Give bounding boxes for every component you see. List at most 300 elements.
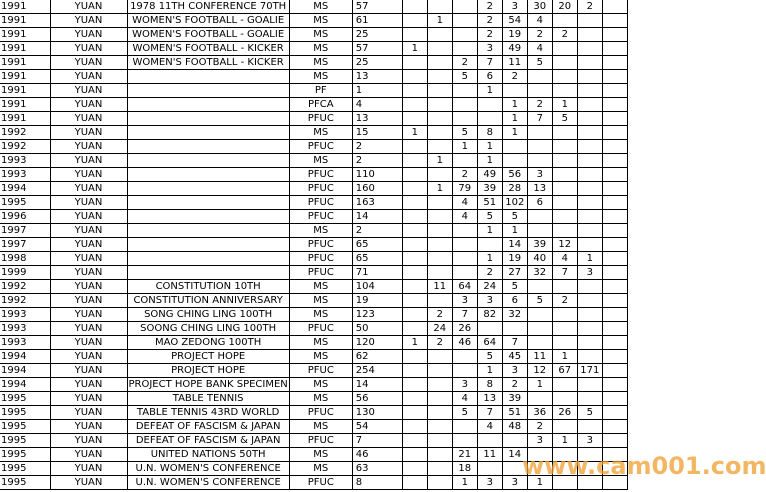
cell-v6[interactable]: 5: [527, 56, 552, 70]
cell-v1[interactable]: [402, 364, 427, 378]
cell-v9[interactable]: [602, 196, 627, 210]
cell-year[interactable]: 1994: [0, 350, 50, 364]
cell-v3[interactable]: [452, 42, 477, 56]
cell-v3[interactable]: 26: [452, 322, 477, 336]
cell-v4[interactable]: 8: [477, 126, 502, 140]
cell-v4[interactable]: [477, 322, 502, 336]
cell-v4[interactable]: [477, 462, 502, 476]
cell-type[interactable]: PFUC: [289, 406, 352, 420]
cell-title[interactable]: [127, 112, 289, 126]
cell-v1[interactable]: [402, 252, 427, 266]
cell-title[interactable]: SOONG CHING LING 100TH: [127, 322, 289, 336]
cell-v8[interactable]: 3: [577, 266, 602, 280]
cell-v1[interactable]: [402, 378, 427, 392]
cell-v5[interactable]: [502, 84, 527, 98]
cell-v6[interactable]: 11: [527, 350, 552, 364]
table-row[interactable]: [0, 42, 627, 56]
cell-v1[interactable]: [402, 182, 427, 196]
cell-v3[interactable]: 46: [452, 336, 477, 350]
cell-v3[interactable]: [452, 28, 477, 42]
cell-quantity[interactable]: 2: [352, 140, 402, 154]
cell-currency[interactable]: YUAN: [50, 406, 127, 420]
cell-quantity[interactable]: 50: [352, 322, 402, 336]
cell-v1[interactable]: [402, 28, 427, 42]
cell-currency[interactable]: YUAN: [50, 70, 127, 84]
cell-quantity[interactable]: 71: [352, 266, 402, 280]
cell-type[interactable]: PFUC: [289, 238, 352, 252]
cell-type[interactable]: MS: [289, 280, 352, 294]
cell-currency[interactable]: YUAN: [50, 238, 127, 252]
cell-year[interactable]: 1991: [0, 56, 50, 70]
cell-quantity[interactable]: 15: [352, 126, 402, 140]
cell-v9[interactable]: [602, 378, 627, 392]
cell-quantity[interactable]: 1: [352, 84, 402, 98]
cell-year[interactable]: 1993: [0, 154, 50, 168]
cell-type[interactable]: MS: [289, 42, 352, 56]
table-row[interactable]: [0, 364, 627, 378]
cell-v9[interactable]: [602, 140, 627, 154]
cell-currency[interactable]: YUAN: [50, 350, 127, 364]
table-row[interactable]: [0, 28, 627, 42]
table-row[interactable]: [0, 420, 627, 434]
cell-quantity[interactable]: 120: [352, 336, 402, 350]
cell-v4[interactable]: [477, 238, 502, 252]
cell-v3[interactable]: 18: [452, 462, 477, 476]
cell-v8[interactable]: [577, 140, 602, 154]
cell-v4[interactable]: 1: [477, 154, 502, 168]
cell-type[interactable]: PFUC: [289, 182, 352, 196]
cell-v7[interactable]: 26: [552, 406, 577, 420]
cell-v6[interactable]: [527, 154, 552, 168]
cell-type[interactable]: MS: [289, 378, 352, 392]
cell-v2[interactable]: [427, 0, 452, 14]
cell-currency[interactable]: YUAN: [50, 322, 127, 336]
cell-v4[interactable]: 7: [477, 406, 502, 420]
cell-v4[interactable]: [477, 112, 502, 126]
cell-v6[interactable]: [527, 392, 552, 406]
cell-v1[interactable]: [402, 154, 427, 168]
cell-v5[interactable]: 2: [502, 70, 527, 84]
cell-type[interactable]: PFUC: [289, 476, 352, 490]
cell-v6[interactable]: 6: [527, 196, 552, 210]
cell-v4[interactable]: 1: [477, 252, 502, 266]
cell-type[interactable]: PFUC: [289, 252, 352, 266]
cell-title[interactable]: [127, 98, 289, 112]
cell-v2[interactable]: [427, 266, 452, 280]
cell-year[interactable]: 1994: [0, 364, 50, 378]
cell-v7[interactable]: 2: [552, 28, 577, 42]
cell-v1[interactable]: [402, 406, 427, 420]
cell-v9[interactable]: [602, 364, 627, 378]
cell-v8[interactable]: [577, 280, 602, 294]
cell-v2[interactable]: [427, 294, 452, 308]
cell-v2[interactable]: [427, 140, 452, 154]
cell-year[interactable]: 1991: [0, 42, 50, 56]
cell-v2[interactable]: [427, 168, 452, 182]
cell-v6[interactable]: [527, 280, 552, 294]
cell-title[interactable]: DEFEAT OF FASCISM & JAPAN: [127, 434, 289, 448]
cell-v1[interactable]: [402, 350, 427, 364]
cell-v4[interactable]: 1: [477, 140, 502, 154]
cell-type[interactable]: PFUC: [289, 434, 352, 448]
cell-type[interactable]: PFUC: [289, 140, 352, 154]
cell-v4[interactable]: 3: [477, 294, 502, 308]
cell-year[interactable]: 1992: [0, 294, 50, 308]
cell-v7[interactable]: [552, 336, 577, 350]
cell-v7[interactable]: [552, 378, 577, 392]
cell-year[interactable]: 1992: [0, 140, 50, 154]
cell-year[interactable]: 1994: [0, 378, 50, 392]
cell-v1[interactable]: [402, 140, 427, 154]
cell-v2[interactable]: 2: [427, 336, 452, 350]
cell-v9[interactable]: [602, 28, 627, 42]
cell-v5[interactable]: 56: [502, 168, 527, 182]
cell-v7[interactable]: 67: [552, 364, 577, 378]
cell-type[interactable]: MS: [289, 308, 352, 322]
cell-v3[interactable]: [452, 112, 477, 126]
cell-v4[interactable]: 3: [477, 42, 502, 56]
cell-v3[interactable]: 4: [452, 392, 477, 406]
cell-v3[interactable]: 7: [452, 308, 477, 322]
cell-title[interactable]: [127, 70, 289, 84]
cell-v1[interactable]: [402, 14, 427, 28]
cell-v1[interactable]: [402, 266, 427, 280]
cell-v2[interactable]: [427, 210, 452, 224]
cell-year[interactable]: 1991: [0, 0, 50, 14]
cell-v3[interactable]: [452, 364, 477, 378]
cell-type[interactable]: PFUC: [289, 112, 352, 126]
table-row[interactable]: [0, 350, 627, 364]
cell-v6[interactable]: [527, 224, 552, 238]
cell-v9[interactable]: [602, 280, 627, 294]
cell-v7[interactable]: [552, 224, 577, 238]
cell-currency[interactable]: YUAN: [50, 434, 127, 448]
table-row[interactable]: [0, 280, 627, 294]
cell-v9[interactable]: [602, 322, 627, 336]
cell-v3[interactable]: [452, 420, 477, 434]
cell-v8[interactable]: 3: [577, 434, 602, 448]
cell-v6[interactable]: 3: [527, 168, 552, 182]
cell-quantity[interactable]: 19: [352, 294, 402, 308]
cell-v3[interactable]: [452, 154, 477, 168]
cell-v7[interactable]: 1: [552, 350, 577, 364]
cell-v3[interactable]: 5: [452, 126, 477, 140]
cell-title[interactable]: [127, 154, 289, 168]
cell-v3[interactable]: [452, 14, 477, 28]
cell-quantity[interactable]: 57: [352, 42, 402, 56]
cell-v8[interactable]: [577, 420, 602, 434]
cell-v9[interactable]: [602, 42, 627, 56]
cell-v1[interactable]: [402, 0, 427, 14]
cell-v3[interactable]: 3: [452, 294, 477, 308]
cell-v4[interactable]: 2: [477, 266, 502, 280]
cell-currency[interactable]: YUAN: [50, 14, 127, 28]
cell-v6[interactable]: 1: [527, 476, 552, 490]
cell-v4[interactable]: 24: [477, 280, 502, 294]
table-row[interactable]: [0, 434, 627, 448]
cell-v7[interactable]: [552, 420, 577, 434]
table-row[interactable]: [0, 14, 627, 28]
cell-v8[interactable]: [577, 182, 602, 196]
cell-v2[interactable]: [427, 364, 452, 378]
cell-currency[interactable]: YUAN: [50, 336, 127, 350]
cell-v2[interactable]: [427, 434, 452, 448]
cell-quantity[interactable]: 2: [352, 154, 402, 168]
cell-type[interactable]: MS: [289, 336, 352, 350]
cell-v8[interactable]: 1: [577, 252, 602, 266]
cell-year[interactable]: 1993: [0, 308, 50, 322]
cell-v4[interactable]: 11: [477, 448, 502, 462]
cell-v7[interactable]: [552, 182, 577, 196]
cell-currency[interactable]: YUAN: [50, 84, 127, 98]
table-row[interactable]: [0, 70, 627, 84]
cell-v9[interactable]: [602, 294, 627, 308]
cell-v5[interactable]: 1: [502, 98, 527, 112]
cell-v9[interactable]: [602, 406, 627, 420]
cell-v4[interactable]: 8: [477, 378, 502, 392]
table-row[interactable]: [0, 154, 627, 168]
cell-v8[interactable]: [577, 294, 602, 308]
cell-title[interactable]: U.N. WOMEN'S CONFERENCE: [127, 476, 289, 490]
cell-v5[interactable]: 54: [502, 14, 527, 28]
cell-year[interactable]: 1991: [0, 28, 50, 42]
cell-v3[interactable]: [452, 238, 477, 252]
cell-title[interactable]: [127, 238, 289, 252]
cell-v1[interactable]: [402, 224, 427, 238]
cell-v9[interactable]: [602, 112, 627, 126]
cell-v2[interactable]: [427, 84, 452, 98]
cell-currency[interactable]: YUAN: [50, 196, 127, 210]
cell-v6[interactable]: 7: [527, 112, 552, 126]
table-row[interactable]: [0, 210, 627, 224]
cell-v8[interactable]: [577, 378, 602, 392]
cell-type[interactable]: PFUC: [289, 210, 352, 224]
cell-currency[interactable]: YUAN: [50, 378, 127, 392]
cell-year[interactable]: 1993: [0, 322, 50, 336]
cell-v9[interactable]: [602, 98, 627, 112]
cell-type[interactable]: MS: [289, 294, 352, 308]
cell-year[interactable]: 1995: [0, 434, 50, 448]
cell-quantity[interactable]: 2: [352, 224, 402, 238]
cell-v1[interactable]: [402, 112, 427, 126]
cell-quantity[interactable]: 7: [352, 434, 402, 448]
cell-v6[interactable]: 2: [527, 420, 552, 434]
table-row[interactable]: [0, 112, 627, 126]
cell-title[interactable]: [127, 182, 289, 196]
cell-year[interactable]: 1992: [0, 280, 50, 294]
cell-v6[interactable]: 40: [527, 252, 552, 266]
cell-v6[interactable]: 3: [527, 434, 552, 448]
cell-v5[interactable]: 19: [502, 28, 527, 42]
cell-v1[interactable]: [402, 84, 427, 98]
cell-v1[interactable]: 1: [402, 126, 427, 140]
cell-v5[interactable]: 39: [502, 392, 527, 406]
cell-v9[interactable]: [602, 0, 627, 14]
cell-v6[interactable]: 13: [527, 182, 552, 196]
cell-title[interactable]: [127, 210, 289, 224]
cell-v8[interactable]: [577, 28, 602, 42]
cell-currency[interactable]: YUAN: [50, 224, 127, 238]
cell-v9[interactable]: [602, 70, 627, 84]
cell-v4[interactable]: 6: [477, 70, 502, 84]
cell-quantity[interactable]: 160: [352, 182, 402, 196]
cell-currency[interactable]: YUAN: [50, 140, 127, 154]
table-row[interactable]: [0, 406, 627, 420]
cell-quantity[interactable]: 62: [352, 350, 402, 364]
cell-v8[interactable]: [577, 14, 602, 28]
cell-title[interactable]: [127, 140, 289, 154]
cell-type[interactable]: MS: [289, 70, 352, 84]
cell-v2[interactable]: 1: [427, 154, 452, 168]
cell-v1[interactable]: [402, 168, 427, 182]
cell-v7[interactable]: [552, 126, 577, 140]
cell-v3[interactable]: [452, 350, 477, 364]
cell-v6[interactable]: [527, 126, 552, 140]
cell-v9[interactable]: [602, 56, 627, 70]
table-row[interactable]: [0, 238, 627, 252]
cell-v8[interactable]: [577, 224, 602, 238]
cell-quantity[interactable]: 130: [352, 406, 402, 420]
cell-quantity[interactable]: 104: [352, 280, 402, 294]
cell-v8[interactable]: [577, 56, 602, 70]
cell-type[interactable]: MS: [289, 14, 352, 28]
cell-v5[interactable]: 11: [502, 56, 527, 70]
cell-currency[interactable]: YUAN: [50, 112, 127, 126]
cell-v5[interactable]: 32: [502, 308, 527, 322]
cell-v5[interactable]: 1: [502, 224, 527, 238]
cell-v8[interactable]: [577, 238, 602, 252]
cell-v3[interactable]: 2: [452, 168, 477, 182]
cell-v5[interactable]: 51: [502, 406, 527, 420]
cell-v5[interactable]: 2: [502, 378, 527, 392]
cell-quantity[interactable]: 254: [352, 364, 402, 378]
cell-quantity[interactable]: 8: [352, 476, 402, 490]
cell-type[interactable]: PFUC: [289, 196, 352, 210]
cell-v7[interactable]: [552, 14, 577, 28]
cell-v7[interactable]: 20: [552, 0, 577, 14]
cell-v6[interactable]: 36: [527, 406, 552, 420]
cell-v7[interactable]: [552, 84, 577, 98]
cell-v5[interactable]: 1: [502, 112, 527, 126]
cell-v4[interactable]: 1: [477, 84, 502, 98]
cell-v2[interactable]: 24: [427, 322, 452, 336]
cell-currency[interactable]: YUAN: [50, 126, 127, 140]
cell-v2[interactable]: [427, 252, 452, 266]
cell-v1[interactable]: [402, 448, 427, 462]
cell-v5[interactable]: 3: [502, 364, 527, 378]
cell-v7[interactable]: 7: [552, 266, 577, 280]
cell-quantity[interactable]: 54: [352, 420, 402, 434]
cell-title[interactable]: UNITED NATIONS 50TH: [127, 448, 289, 462]
cell-v5[interactable]: [502, 322, 527, 336]
cell-v6[interactable]: 39: [527, 238, 552, 252]
cell-title[interactable]: PROJECT HOPE BANK SPECIMEN: [128, 379, 288, 390]
table-row[interactable]: [0, 126, 627, 140]
table-row[interactable]: [0, 98, 627, 112]
cell-year[interactable]: 1999: [0, 266, 50, 280]
cell-currency[interactable]: YUAN: [50, 448, 127, 462]
cell-v1[interactable]: [402, 280, 427, 294]
cell-title[interactable]: MAO ZEDONG 100TH: [127, 336, 289, 350]
table-row[interactable]: [0, 168, 627, 182]
cell-v1[interactable]: [402, 238, 427, 252]
cell-v7[interactable]: 1: [552, 98, 577, 112]
cell-v2[interactable]: [427, 28, 452, 42]
cell-v3[interactable]: 79: [452, 182, 477, 196]
cell-quantity[interactable]: 14: [352, 210, 402, 224]
cell-v3[interactable]: [452, 252, 477, 266]
cell-v2[interactable]: [427, 70, 452, 84]
cell-v7[interactable]: [552, 392, 577, 406]
cell-v2[interactable]: [427, 56, 452, 70]
cell-quantity[interactable]: 25: [352, 28, 402, 42]
cell-v3[interactable]: 1: [452, 476, 477, 490]
cell-v8[interactable]: 2: [577, 0, 602, 14]
cell-v4[interactable]: 51: [477, 196, 502, 210]
cell-v5[interactable]: 1: [502, 126, 527, 140]
cell-v1[interactable]: 1: [402, 336, 427, 350]
cell-v3[interactable]: 4: [452, 210, 477, 224]
cell-year[interactable]: 1995: [0, 476, 50, 490]
cell-quantity[interactable]: 13: [352, 112, 402, 126]
cell-year[interactable]: 1991: [0, 70, 50, 84]
cell-v1[interactable]: [402, 434, 427, 448]
cell-v1[interactable]: [402, 56, 427, 70]
table-row[interactable]: [0, 84, 627, 98]
cell-v9[interactable]: [602, 224, 627, 238]
cell-v5[interactable]: 28: [502, 182, 527, 196]
cell-v6[interactable]: [527, 308, 552, 322]
cell-v9[interactable]: [602, 182, 627, 196]
cell-v9[interactable]: [602, 392, 627, 406]
cell-v2[interactable]: [427, 112, 452, 126]
cell-quantity[interactable]: 163: [352, 196, 402, 210]
cell-title[interactable]: CONSTITUTION ANNIVERSARY: [127, 294, 289, 308]
cell-v5[interactable]: [502, 140, 527, 154]
cell-v4[interactable]: 5: [477, 350, 502, 364]
cell-v1[interactable]: [402, 308, 427, 322]
cell-v2[interactable]: [427, 392, 452, 406]
cell-v5[interactable]: [502, 154, 527, 168]
cell-v2[interactable]: 1: [427, 14, 452, 28]
table-row[interactable]: [0, 392, 627, 406]
cell-v7[interactable]: [552, 56, 577, 70]
cell-v5[interactable]: 14: [502, 448, 527, 462]
cell-v2[interactable]: [427, 462, 452, 476]
cell-year[interactable]: 1997: [0, 238, 50, 252]
cell-year[interactable]: 1996: [0, 210, 50, 224]
cell-quantity[interactable]: 65: [352, 238, 402, 252]
cell-v6[interactable]: [527, 210, 552, 224]
cell-v4[interactable]: [477, 434, 502, 448]
cell-v4[interactable]: 82: [477, 308, 502, 322]
cell-v8[interactable]: [577, 196, 602, 210]
cell-currency[interactable]: YUAN: [50, 308, 127, 322]
cell-v5[interactable]: 7: [502, 336, 527, 350]
cell-currency[interactable]: YUAN: [50, 0, 127, 14]
cell-v3[interactable]: [452, 84, 477, 98]
cell-quantity[interactable]: 57: [352, 0, 402, 14]
cell-currency[interactable]: YUAN: [50, 392, 127, 406]
cell-year[interactable]: 1995: [0, 448, 50, 462]
cell-v1[interactable]: [402, 420, 427, 434]
cell-v4[interactable]: [477, 98, 502, 112]
cell-quantity[interactable]: 110: [352, 168, 402, 182]
cell-title[interactable]: [127, 252, 289, 266]
cell-v6[interactable]: 4: [527, 14, 552, 28]
table-row[interactable]: [0, 308, 627, 322]
cell-v3[interactable]: [452, 434, 477, 448]
